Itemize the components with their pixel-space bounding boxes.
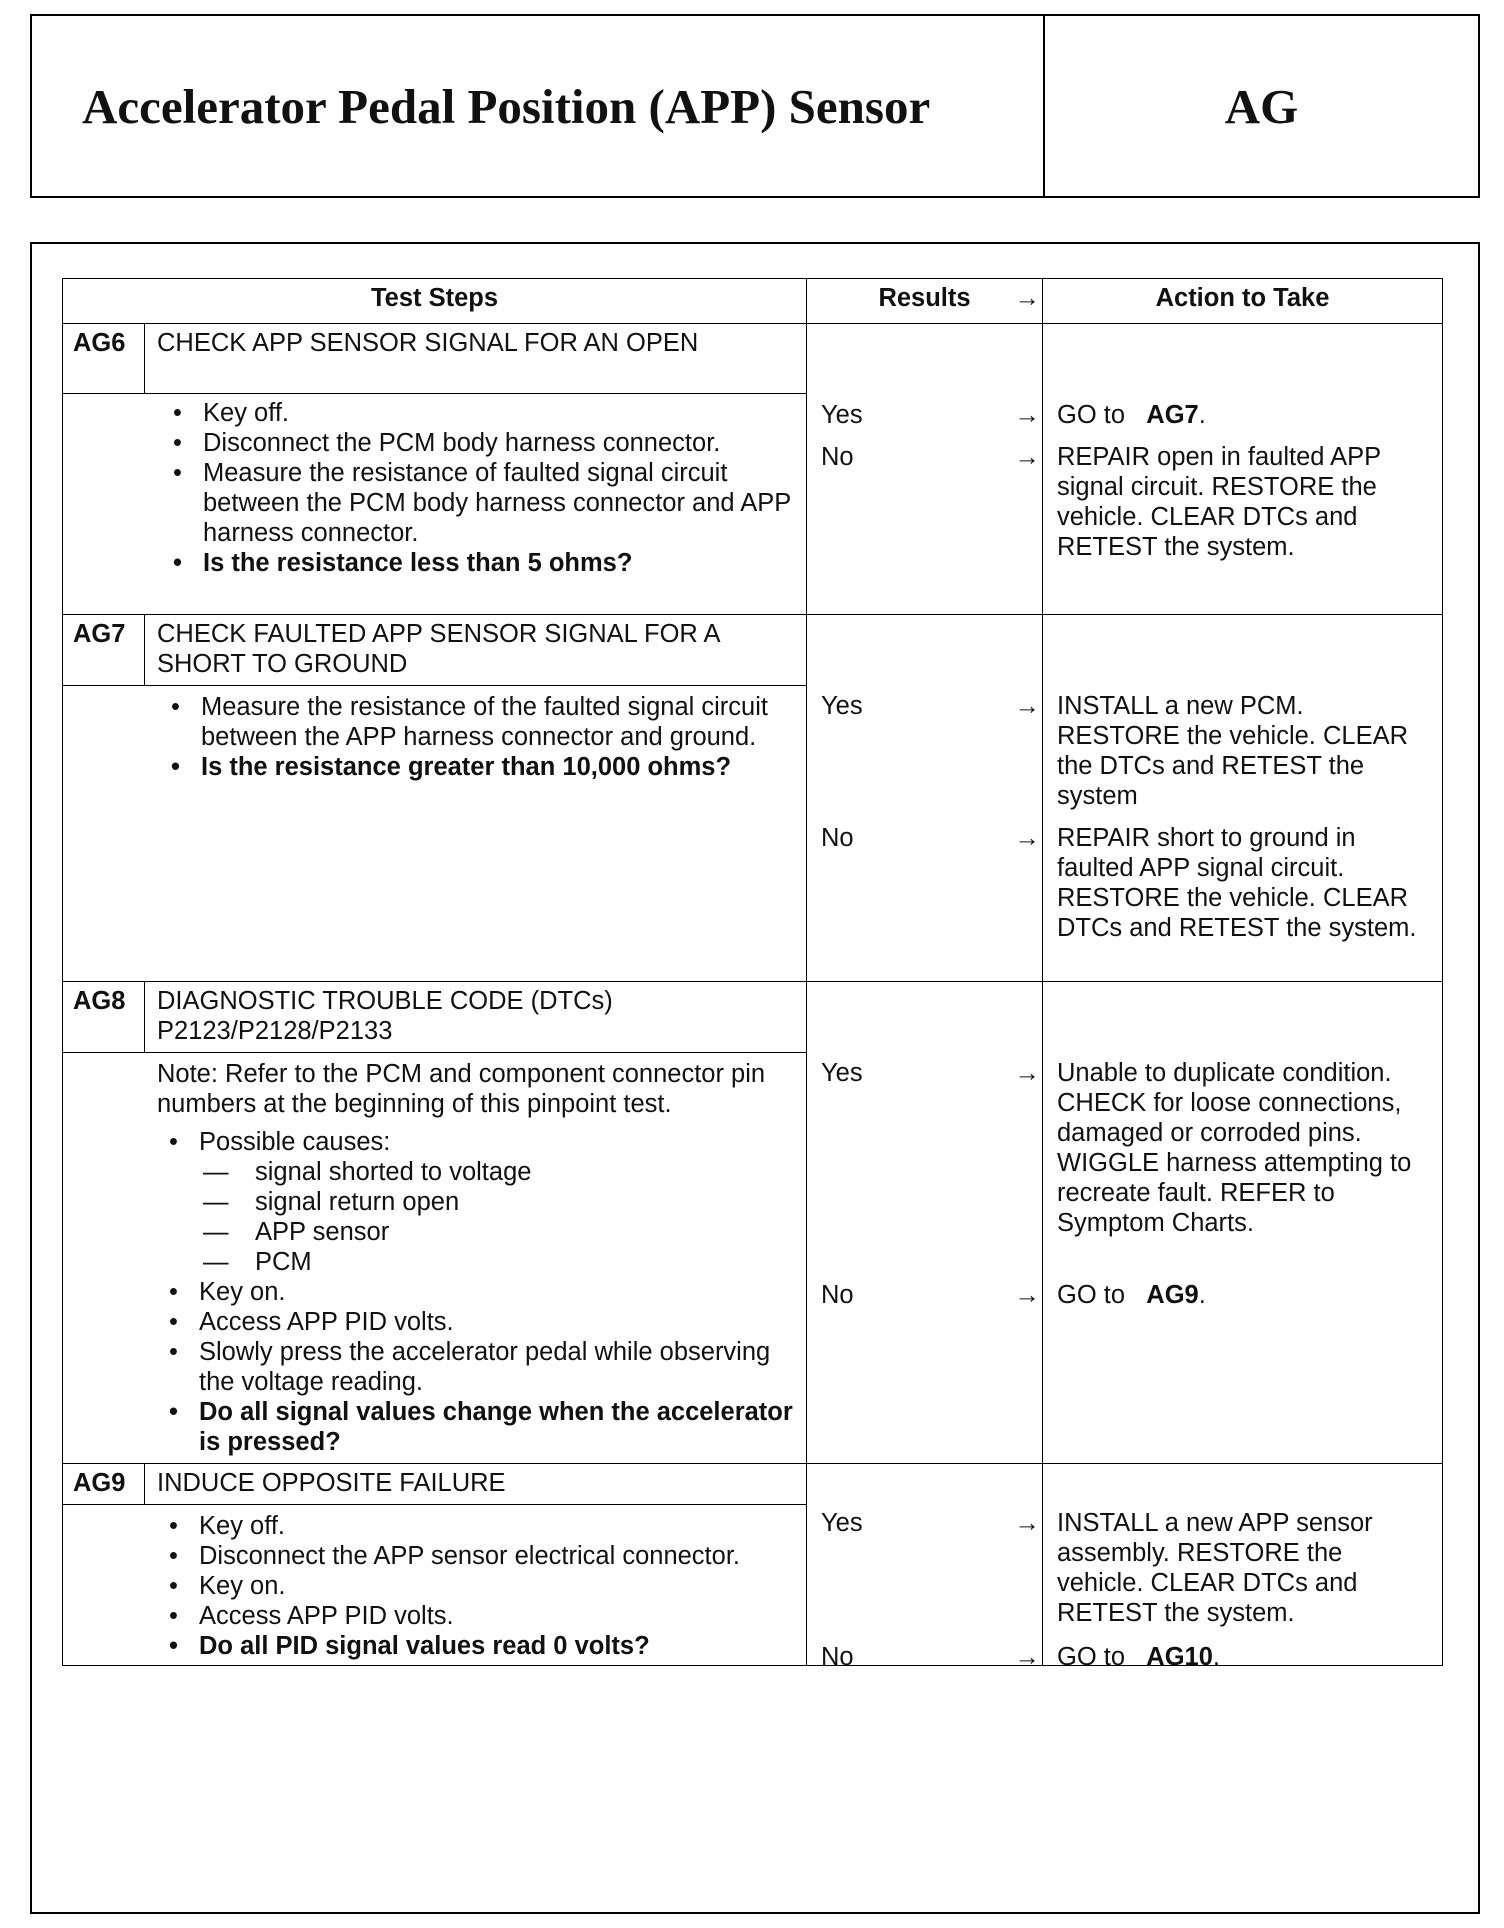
result-yes-label: Yes <box>821 1509 863 1537</box>
bullet-item: • Measure the resistance of faulted signal circuit between the PCM body harness connector and APP harness connector. <box>161 458 796 548</box>
step-link-ag9[interactable]: AG9 <box>1146 1281 1199 1309</box>
col-header-results-label: Results <box>878 284 971 312</box>
results-ag7 <box>807 615 1043 982</box>
step-body <box>63 1053 806 1463</box>
arrow-icon: → <box>1014 1281 1040 1309</box>
cause-item: — PCM <box>199 1247 796 1277</box>
step-title: DIAGNOSTIC TROUBLE CODE (DTCs) P2123/P2128/P2133 <box>157 987 613 1045</box>
result-no <box>821 823 1042 853</box>
arrow-icon: → <box>1014 1059 1040 1087</box>
step-body <box>63 686 806 786</box>
results-ag6 <box>807 324 1043 615</box>
result-no-label: No <box>821 443 854 471</box>
action-yes: INSTALL a new APP sensor assembly. RESTORE the vehicle. CLEAR DTCs and RETEST the system. <box>1057 1509 1373 1627</box>
col-header-results <box>807 279 1043 324</box>
results-ag8 <box>807 982 1043 1464</box>
step-id: AG8 <box>63 982 145 1052</box>
bullet-item <box>157 1127 796 1277</box>
action-no <box>1057 1642 1432 1672</box>
arrow-icon: → <box>1014 1509 1040 1537</box>
table-row <box>63 615 1443 982</box>
result-no-label: No <box>821 1281 854 1309</box>
table-header-row <box>63 279 1443 324</box>
actions-ag8 <box>1043 982 1443 1464</box>
step-title: INDUCE OPPOSITE FAILURE <box>157 1469 506 1497</box>
bullet-list <box>159 692 796 782</box>
action-text: GO to <box>1057 401 1140 429</box>
action-text-end: . <box>1198 401 1206 429</box>
result-yes <box>821 400 1042 430</box>
bullet-item: • Key off. <box>157 1511 796 1541</box>
result-yes <box>821 691 1042 721</box>
bullet-item: • Slowly press the accelerator pedal while observing the voltage reading. <box>157 1337 796 1397</box>
bullet-item: • Key off. <box>161 398 796 428</box>
page-title: Accelerator Pedal Position (APP) Sensor <box>32 16 1045 196</box>
bullet-list <box>157 1127 796 1457</box>
step-header <box>63 324 806 394</box>
arrow-icon: → <box>1014 401 1040 429</box>
step-note: Note: Refer to the PCM and component connector pin numbers at the beginning of this pinpoint test. <box>157 1060 766 1118</box>
step-ag8 <box>63 982 807 1464</box>
results-ag9 <box>807 1464 1043 1671</box>
causes-label: Possible causes: <box>199 1128 391 1156</box>
step-header <box>63 615 806 686</box>
result-yes <box>821 1508 1042 1538</box>
step-header <box>63 1464 806 1505</box>
result-yes-label: Yes <box>821 1059 863 1087</box>
col-header-steps: Test Steps <box>63 279 807 324</box>
result-no-label: No <box>821 824 854 852</box>
step-question: • Is the resistance greater than 10,000 ohms? <box>159 752 796 782</box>
bullet-item: • Disconnect the PCM body harness connector. <box>161 428 796 458</box>
actions-ag9 <box>1043 1464 1443 1671</box>
test-steps-table <box>62 278 1443 1671</box>
step-title: CHECK FAULTED APP SENSOR SIGNAL FOR A SHORT TO GROUND <box>157 620 720 678</box>
result-no <box>821 1642 1042 1672</box>
action-yes: INSTALL a new PCM. RESTORE the vehicle. CLEAR the DTCs and RETEST the system <box>1057 692 1408 810</box>
step-question: • Do all PID signal values read 0 volts? <box>157 1631 796 1661</box>
causes-list <box>199 1157 796 1277</box>
bullet-list <box>161 398 796 578</box>
step-question: • Is the resistance less than 5 ohms? <box>161 548 796 578</box>
step-body <box>63 394 806 582</box>
arrow-icon: → <box>1014 284 1040 312</box>
actions-ag6 <box>1043 324 1443 615</box>
step-id: AG9 <box>63 1464 145 1504</box>
action-no: REPAIR short to ground in faulted APP signal circuit. RESTORE the vehicle. CLEAR DTCs and RETEST the system. <box>1057 824 1417 942</box>
action-text-end: . <box>1212 1643 1221 1671</box>
result-no <box>821 1280 1042 1310</box>
result-yes <box>821 1058 1042 1088</box>
step-ag6 <box>63 324 807 615</box>
action-yes: Unable to duplicate condition. CHECK for loose connections, damaged or corroded pins. WIGGLE harness attempting to recreate fault. REFER to Symptom Charts. <box>1057 1059 1412 1237</box>
result-yes-label: Yes <box>821 692 863 720</box>
step-ag7 <box>63 615 807 982</box>
bullet-item: • Measure the resistance of the faulted signal circuit between the APP harness connector and ground. <box>159 692 796 752</box>
action-text: GO to <box>1057 1281 1140 1309</box>
table-row <box>63 982 1443 1464</box>
bullet-list <box>157 1511 796 1661</box>
arrow-icon: → <box>1014 443 1040 471</box>
arrow-icon: → <box>1014 1643 1040 1671</box>
bullet-item: • Access APP PID volts. <box>157 1307 796 1337</box>
action-no <box>1057 1280 1432 1310</box>
bullet-item: • Access APP PID volts. <box>157 1601 796 1631</box>
bullet-item: • Disconnect the APP sensor electrical connector. <box>157 1541 796 1571</box>
section-code: AG <box>1224 78 1299 134</box>
cause-item: — APP sensor <box>199 1217 796 1247</box>
actions-ag7 <box>1043 615 1443 982</box>
bullet-item: • Key on. <box>157 1277 796 1307</box>
bullet-item: • Key on. <box>157 1571 796 1601</box>
table-row <box>63 324 1443 615</box>
table-row <box>63 1464 1443 1666</box>
arrow-icon: → <box>1014 824 1040 852</box>
step-link-ag10[interactable]: AG10 <box>1146 1643 1213 1671</box>
result-yes-label: Yes <box>821 401 863 429</box>
cause-item: — signal return open <box>199 1187 796 1217</box>
step-ag9 <box>63 1464 807 1666</box>
step-link-ag7[interactable]: AG7 <box>1146 401 1199 429</box>
result-no <box>821 442 1042 472</box>
arrow-icon: → <box>1014 692 1040 720</box>
step-id: AG6 <box>63 324 145 393</box>
action-yes <box>1057 400 1432 430</box>
step-question: • Do all signal values change when the accelerator is pressed? <box>157 1397 796 1457</box>
step-title: CHECK APP SENSOR SIGNAL FOR AN OPEN <box>157 329 699 357</box>
action-text: GO to <box>1057 1643 1140 1671</box>
step-body <box>63 1505 806 1665</box>
cause-item: — signal shorted to voltage <box>199 1157 796 1187</box>
step-id: AG7 <box>63 615 145 685</box>
action-text-end: . <box>1198 1281 1206 1309</box>
action-no: REPAIR open in faulted APP signal circuit. RESTORE the vehicle. CLEAR DTCs and RETEST the system. <box>1057 443 1381 561</box>
col-header-action: Action to Take <box>1043 279 1443 324</box>
page-header <box>30 14 1480 198</box>
step-header <box>63 982 806 1053</box>
result-no-label: No <box>821 1643 854 1671</box>
